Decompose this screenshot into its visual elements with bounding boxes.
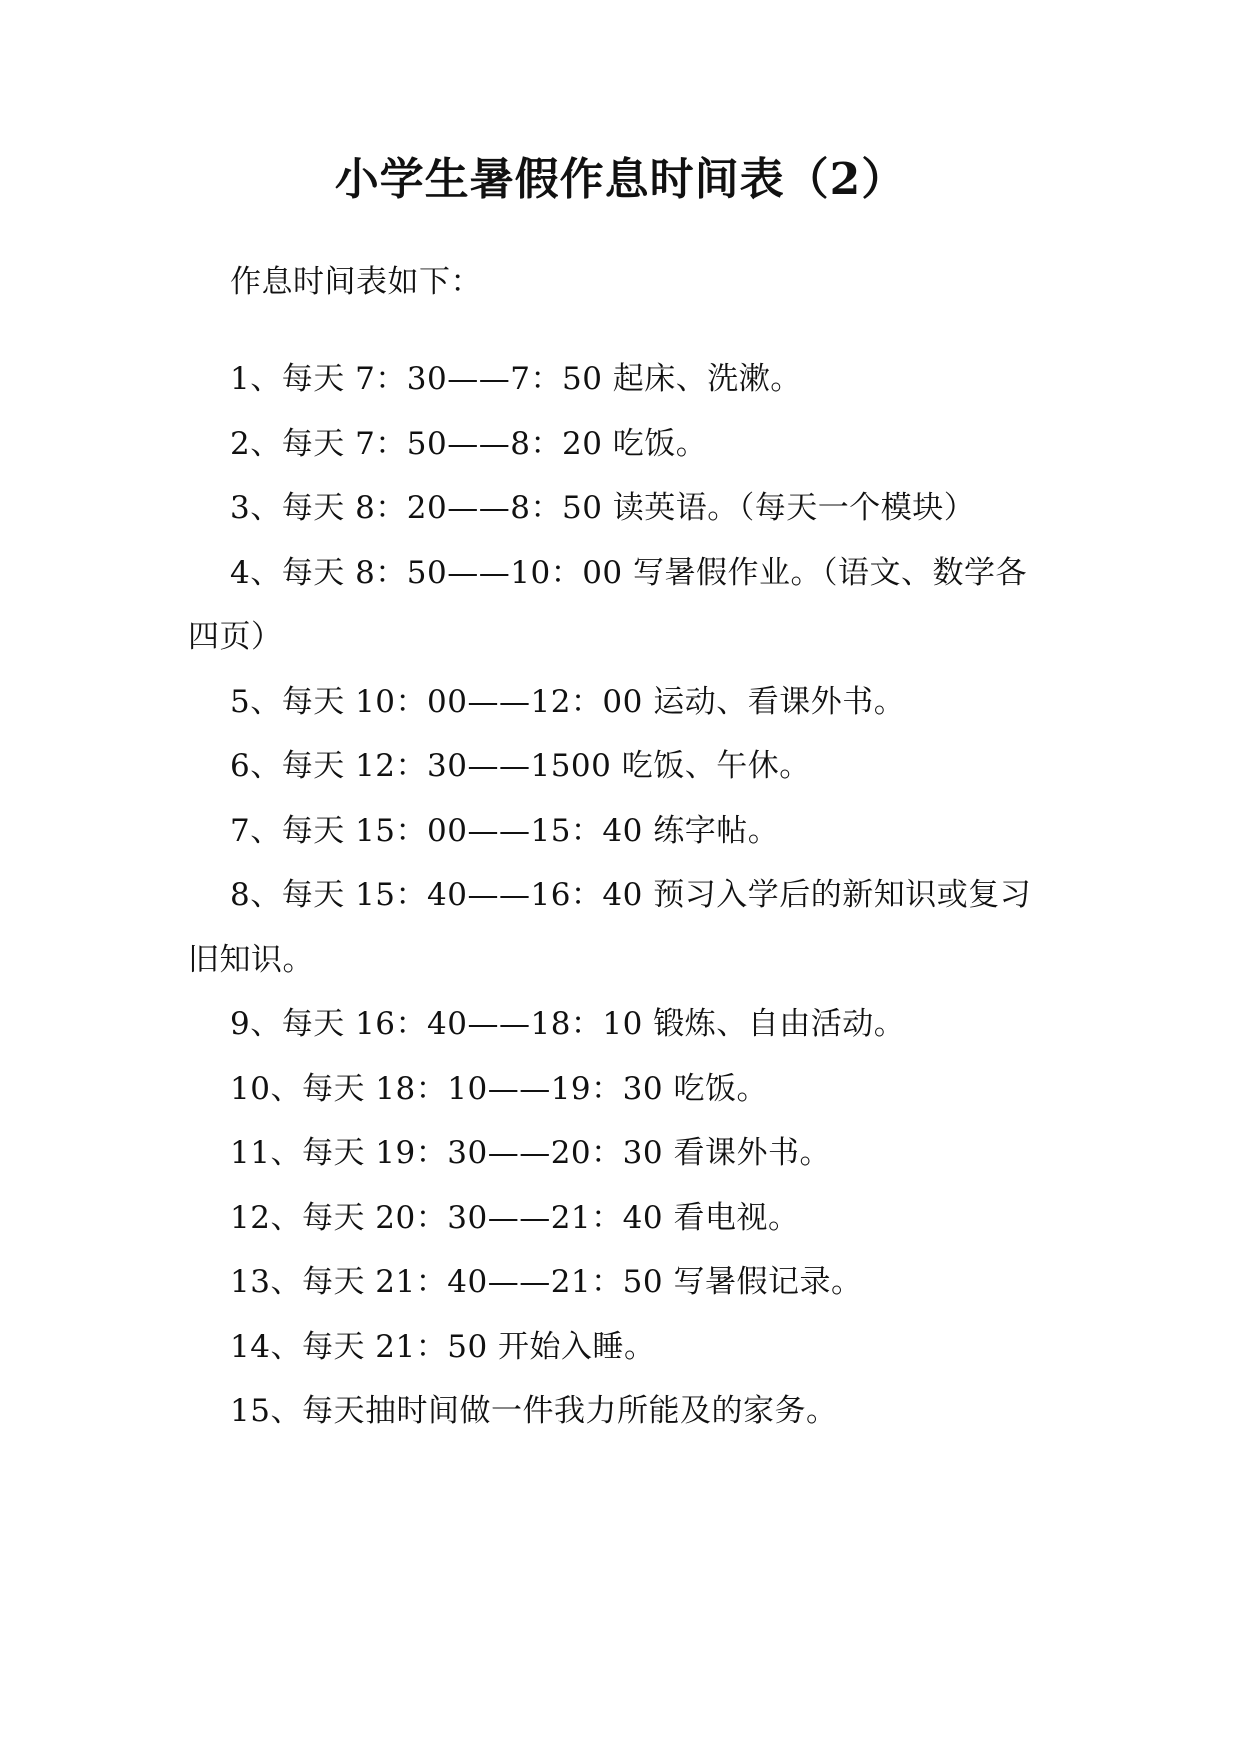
schedule-item: 3、每天 8：20——8：50 读英语。（每天一个模块） bbox=[230, 490, 976, 526]
document-title: 小学生暑假作息时间表（2） bbox=[334, 154, 907, 205]
schedule-item: 11、每天 19：30——20：30 看课外书。 bbox=[230, 1135, 831, 1171]
schedule-item: 6、每天 12：30——1500 吃饭、午休。 bbox=[230, 748, 811, 784]
schedule-item: 15、每天抽时间做一件我力所能及的家务。 bbox=[230, 1393, 838, 1429]
schedule-list bbox=[188, 347, 1052, 1444]
schedule-item: 1、每天 7：30——7：50 起床、洗漱。 bbox=[230, 361, 802, 397]
schedule-item: 13、每天 21：40——21：50 写暑假记录。 bbox=[230, 1264, 863, 1300]
schedule-item: 7、每天 15：00——15：40 练字帖。 bbox=[230, 812, 780, 849]
schedule-item: 14、每天 21：50 开始入睡。 bbox=[230, 1328, 656, 1365]
schedule-item: 2、每天 7：50——8：20 吃饭。 bbox=[230, 425, 708, 462]
intro-text: 作息时间表如下： bbox=[230, 264, 482, 300]
schedule-item: 4、每天 8：50——10：00 写暑假作业。（语文、数学各四页） bbox=[188, 554, 1027, 655]
schedule-item: 9、每天 16：40——18：10 锻炼、自由活动。 bbox=[230, 1006, 906, 1042]
schedule-item: 12、每天 20：30——21：40 看电视。 bbox=[230, 1199, 800, 1236]
schedule-item: 10、每天 18：10——19：30 吃饭。 bbox=[230, 1070, 768, 1107]
schedule-item: 5、每天 10：00——12：00 运动、看课外书。 bbox=[230, 683, 906, 720]
schedule-item: 8、每天 15：40——16：40 预习入学后的新知识或复习旧知识。 bbox=[188, 877, 1032, 978]
